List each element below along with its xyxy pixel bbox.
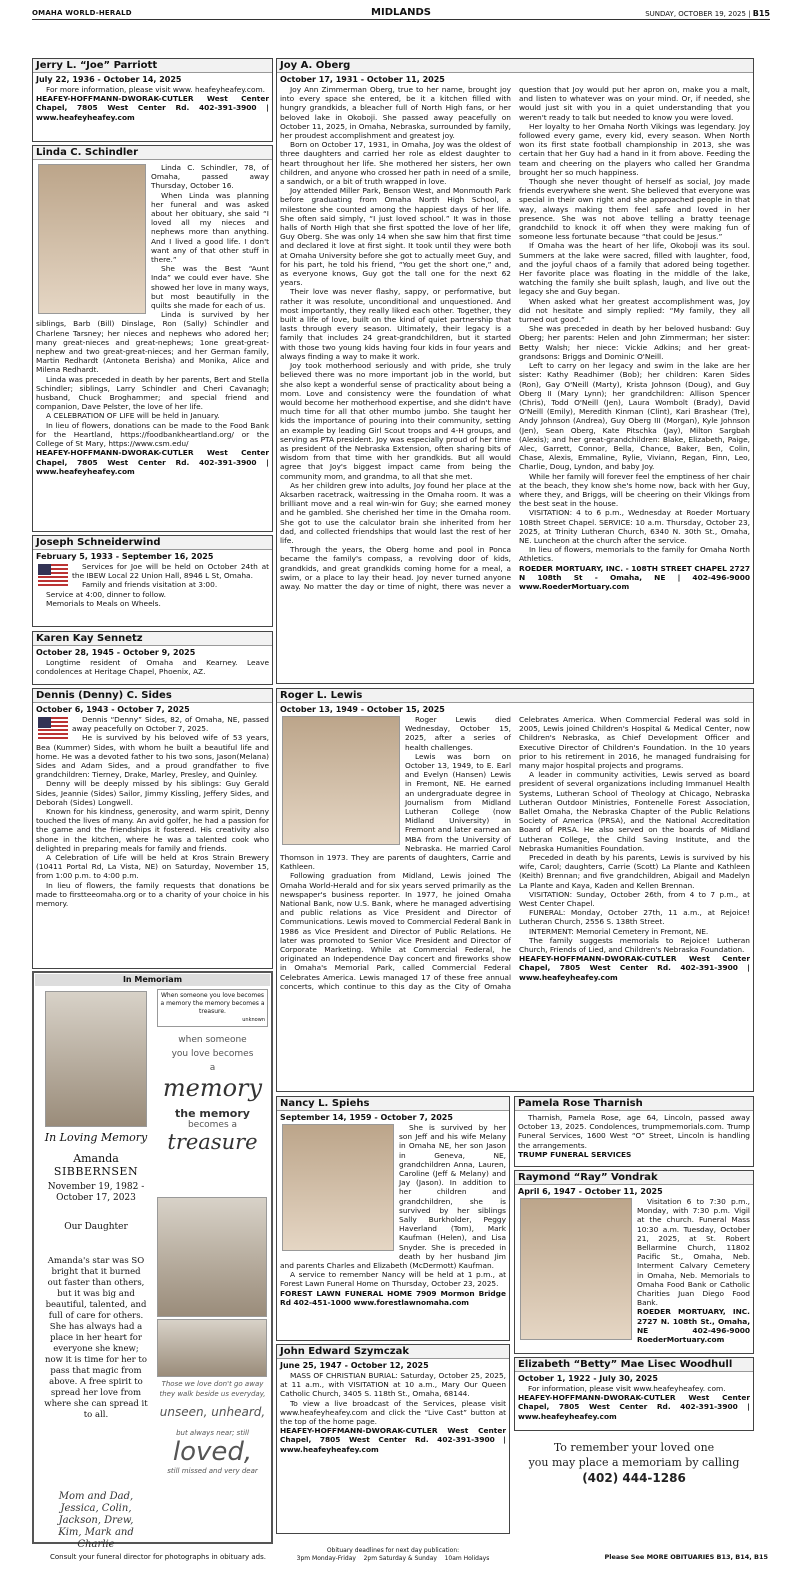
obit-text: Her loyalty to her Omaha North Vikings was legendary. Joy followed every game, every kid, every season. When North won its first state football championship in 2013, she was certain that her Guy had a hand in it from above. Feeding the team and cheering on the players who called her Grandma brought her so much happiness. — [519, 121, 750, 177]
obit-name: Joy A. Oberg — [277, 59, 753, 73]
obit-text: Memorials to Meals on Wheels. — [46, 598, 161, 608]
obit-dates: October 13, 1949 - October 15, 2025 — [280, 705, 445, 714]
obit-text: The family suggests memorials to Rejoice! Lutheran Church, Friends of Lied, and Children's Nebraska Foundation. — [519, 935, 750, 955]
obit-text: Born on October 17, 1931, in Omaha, Joy was the oldest of three daughters and carried her role as eldest daughter to heart throughout her life. She mothered her sisters, her own children, and anyone who crossed her path in need of a smile, a sandwich, or a bit of truth wrapped in love. — [280, 140, 511, 187]
walking-photo — [157, 1319, 267, 1377]
obit-name: Nancy L. Spiehs — [277, 1097, 509, 1111]
in-loving-memory: In Loving Memory — [44, 1131, 148, 1144]
poster-word-the-memory: the memory — [175, 1107, 250, 1120]
memoriam-first-name: Amanda — [73, 1152, 119, 1165]
obit-text: Through the years, the Oberg home and pool in Ponca became the family's compass, a revolving door of kids, grandkids, and great grandkids coming home for a meal, a swim, or a place to lay their head. Joy never turned anyone away. No matter the day or time of night, there was never a question that Joy would put her apron on, make you a malt, and listen to whatever was on your mind. Or, if needed, she would just sit with you in a quiet understanding that you weren't ready to talk but needed to know you were loved. — [280, 85, 750, 591]
obit-sides — [32, 688, 273, 969]
obit-text: Services for Joe will be held on October 24th at the IBEW Local 22 Union Hall, 8946 L St, Omaha. — [72, 562, 269, 581]
obit-text: Family and friends visitation at 3:00. — [82, 580, 218, 590]
obit-dates: February 5, 1933 - September 16, 2025 — [36, 552, 214, 561]
obit-text: Dennis “Denny” Sides, 82, of Omaha, NE, passed away peacefully on October 7, 2025. — [72, 715, 269, 734]
obit-text: Longtime resident of Omaha and Kearney. Leave condolences at Heritage Chapel, Phoenix, AZ. — [36, 658, 269, 677]
funeral-home: HEAFEY-HOFFMANN-DWORAK-CUTLER West Center Chapel, 7805 West Center Rd. 402-391-3900 | www.heafeyheafey.com — [36, 94, 269, 122]
deadline-weekend: 2pm Saturday & Sunday — [363, 1555, 437, 1562]
obit-text: She is survived by her son Jeff and his wife Melany in Omaha NE, her son Jason in Geneva, NE, grandchildren Anna, Lauren, Caroline (Jeff & Melany) and Jay (Jason). In addition to her children and grandchildren, she is survived by her siblings Sally Burkholder, Peggy Haverland (Tom), Mark Kaufman (Helen), and Lisa Snyder. She is preceded in death by her husband Jim and parents Charles and Elizabeth (McDermott) Kaufman. — [280, 1123, 506, 1271]
funeral-home: HEAFEY-HOFFMANN-DWORAK-CUTLER West Center Chapel, 7805 West Center Rd. 402-391-3900 | www.heafeyheafey.com — [519, 954, 750, 982]
obit-dates: June 25, 1947 - October 12, 2025 — [280, 1361, 429, 1370]
obit-text: Though she never thought of herself as social, Joy made friends everywhere she went. She believed that everyone was special in their own right and she approached people in that way, always making them feel safe and loved in her presence. She was not above telling a bratty teenage grandchild to knock it off when they were making fun of someone less fortunate because “that could be Jesus.” — [519, 177, 750, 242]
obit-text: Their love was never flashy, sappy, or performative, but rather it was resolute, unconditional and unquestioned. And most importantly, they really liked each other. Together, they built a life of love, built on the kind of quiet partnership that lasts through every season. Ultimately, their legacy is a family that includes 24 great-grandchildren, but it started with those two young kids having four kids in four years and always finding a way to make it work. — [280, 287, 511, 361]
funeral-home: ROEDER MORTUARY, INC. 2727 N. 108th St., Omaha, NE 402-496-9000 RoederMortuary.com — [637, 1307, 750, 1345]
memoriam-last-name: SIBBERNSEN — [53, 1165, 139, 1178]
poem-word-loved: loved, — [172, 1437, 253, 1467]
obit-woodhull — [514, 1357, 754, 1431]
obit-text: If Omaha was the heart of her life, Okoboji was its soul. Summers at the lake were sacred, filled with laughter, food, and the joyful chaos of a family that adored being together. Her favorite place was floating in the middle of the lake, watching the family she built splash, laugh, and live out the legacy she and Guy began. — [519, 241, 750, 297]
obit-vondrak — [514, 1170, 754, 1354]
quote-text: When someone you love becomes a memory the memory becomes a treasure. — [160, 992, 265, 1015]
flag-icon — [38, 717, 68, 739]
poem-line: unseen, unheard, — [159, 1405, 266, 1419]
memoriam-signoff: Mom and Dad, Jessica, Colin, Jackson, Drew, Kim, Mark and Charlie — [58, 1491, 134, 1550]
portrait-photo — [520, 1198, 632, 1340]
poster-line: becomes a — [187, 1120, 238, 1130]
portrait-photo — [38, 164, 146, 314]
memoriam-tribute: Amanda's star was SO bright that it burned out faster than others, but it was big and beautiful, talented, and full of care for others. She has always had a place in her heart for everyone she knew; now it is time for her to pass that magic from above. A free spirit to spread her love from where she can spread it to all. — [44, 1256, 148, 1420]
obit-text: She was preceded in death by her beloved husband: Guy Oberg; her parents: Helen and John Zimmerman; her sister: Betty Walsh; her niece: Vickie Adkins; and her great-grandsons: Briggs and Dominic O'Neill. — [519, 324, 750, 361]
obit-text: Preceded in death by his parents, Lewis is survived by his wife, Carol; daughters, Carrie (Scott) La Plante and Kathleen (Keith) Brennan; and five grandchildren, Abigail and Madelyn La Plante and Kaya, Kaden and Kellen Brennan. — [519, 853, 750, 890]
funeral-home: TRUMP FUNERAL SERVICES — [518, 1149, 632, 1159]
footer-more-obituaries: Please See MORE OBITUARIES B13, B14, B15 — [604, 1553, 768, 1561]
ad-phone: (402) 444-1286 — [582, 1471, 686, 1485]
memoriam-left — [38, 989, 154, 1550]
obit-text: A Celebration of Life will be held at Kros Strain Brewery (10411 Portal Rd, La Vista, NE) on Saturday, November 15, from 1:00 p.m. to 4:00 p.m. — [36, 853, 269, 881]
obit-text: MASS OF CHRISTIAN BURIAL: Saturday, October 25, 2025, at 11 a.m., with VISITATION at 10 a.m., Mary Our Queen Catholic Church, 3405 S. 118th St., Omaha, 68144. — [280, 1371, 506, 1399]
obit-name: John Edward Szymczak — [277, 1345, 509, 1359]
portrait-photo — [282, 1124, 394, 1251]
obit-name: Pamela Rose Tharnish — [515, 1097, 753, 1111]
obit-text: Left to carry on her legacy and swim in the lake are her sister: Kathy Readhimer (Bob); her children: Karen Sides (Ron), Gay O'Neill (Marty), Krista Johnson (Doug), and Guy Oberg II (Mary Lynn); her grandchildren: Allison Spencer (Chris), Todd O'Neill (Jen), Laura Wombolt (Brady), David O'Neill (Emily), Meredith Kinman (Clint), Kari Brashear (Tre), Andy Johnson (Andrea), Guy Oberg III (Morgan), Kyle Johnson (Jen), Sean Oberg, Kate Pitschka (Jay), Milton Sargbah (Alexis); and her great-grandchildren: Blake, Elizabeth, Paige, Alec, Garrett, Connor, Bella, Chance, Baker, Ben, Colin, Chase, Alexis, Emmaline, Rylie, Viviann, Regan, Finn, Leo, Charlie, Doug, Lyndon, and baby Joy. — [519, 361, 750, 472]
obit-text: Roger Lewis died Wednesday, October 15, 2025, after a series of health challenges. — [405, 715, 511, 752]
obit-name: Roger L. Lewis — [277, 689, 753, 703]
obit-text: A leader in community activities, Lewis served as board president of several organizations including Immanuel Health Systems, Lutheran School of Theology at Chicago, Nebraska Lutheran Outdoor Ministries, Fontenelle Forest Association, Ballet Omaha, the Nebraska Chapter of the Public Relations Society of America (PRSA), and the National Accreditation Board of PRSA. He also served on the boards of Midland Lutheran College, the Child Saving Institute, and the Nebraska Humanities Foundation. — [519, 770, 750, 853]
obit-dates: April 6, 1947 - October 11, 2025 — [518, 1187, 663, 1196]
obit-text: Known for his kindness, generosity, and warm spirit, Denny touched the lives of many. An avid golfer, he had a passion for the game and the friendships it fostered. His creativity also shone in the kitchen, where he was a talented cook who delighted in preparing meals for family and friends. — [36, 807, 269, 853]
obit-name: Joseph Schneiderwind — [33, 536, 272, 550]
obit-lewis — [276, 688, 754, 1092]
memoriam-title: In Memoriam — [35, 974, 270, 986]
obit-text: Linda was preceded in death by her parents, Bert and Stella Schindler; siblings, Larry Schindler and Cheri Cavanagh; husband, Chuck Broghammer; and special friend and companion, Dave Pelster, the love of her life. — [36, 374, 269, 412]
portrait-photo — [282, 716, 400, 845]
obit-dates: October 28, 1945 - October 9, 2025 — [36, 648, 196, 657]
obit-text: He is survived by his beloved wife of 53 years, Bea (Kummer) Sides, with whom he built a beautiful life and home. He was a devoted father to his two sons, Jason(Melana) Sides and Adam Sides, and a proud grandfather to five grandchildren: Tierney, Drake, Marley, Presley, and Quinley. — [36, 733, 269, 780]
obit-text: Joy Ann Zimmerman Oberg, true to her name, brought joy into every space she entered, be it a kitchen filled with hungry grandkids, a bleacher full of North High fans, or her beloved lake in Okoboji. She passed away peacefully on October 11, 2025, in Omaha, Nebraska, surrounded by family, her proudest accomplishment and greatest joy. — [280, 85, 511, 141]
poster-word-treasure: treasure — [167, 1130, 258, 1154]
obit-text: VISITATION: 4 to 6 p.m., Wednesday at Roeder Mortuary 108th Street Chapel. SERVICE: 10 a.m. Thursday, October 23, 2025, at Trinity Lutheran Church, 6340 N. 30th St., Omaha, NE. Luncheon at the church after the service. — [519, 508, 750, 545]
obit-dates: October 17, 1931 - October 11, 2025 — [280, 75, 445, 84]
poster-word-memory: memory — [162, 1074, 263, 1102]
obit-dates: September 14, 1959 - October 7, 2025 — [280, 1113, 453, 1122]
section-title: MIDLANDS — [371, 7, 431, 18]
obit-text: A service to remember Nancy will be held at 1 p.m., at Forest Lawn Funeral Home on Thursday, October 23, 2025. — [280, 1270, 506, 1289]
funeral-home: HEAFEY-HOFFMANN-DWORAK-CUTLER West Center Chapel, 7805 West Center Rd. 402-391-3900 | www.heafeyheafey.com — [280, 1426, 506, 1454]
obit-dates: October 1, 1922 - July 30, 2025 — [518, 1374, 658, 1383]
memoriam-dates: November 19, 1982 - October 17, 2023 — [47, 1182, 145, 1203]
obit-text: INTERMENT: Memorial Cemetery in Fremont, NE. — [529, 926, 709, 936]
poster-line: when someone you love becomes a — [171, 1035, 254, 1073]
ad-line: you may place a memoriam by calling — [528, 1456, 740, 1469]
obit-dates: July 22, 1936 - October 14, 2025 — [36, 75, 182, 84]
obit-text: She was the Best “Aunt Inda” we could ever have. She showed her love in many ways, but most beautifully in the quilts she made for each of us. — [151, 264, 269, 311]
poem-line: but always near; still — [176, 1429, 249, 1437]
obit-text: FUNERAL: Monday, October 27th, 11 a.m., at Rejoice! Lutheran Church, 2556 S. 138th Street. — [519, 908, 750, 927]
footer-left: Consult your funeral director for photographs in obituary ads. — [50, 1553, 266, 1561]
obit-name: Elizabeth “Betty” Mae Lisec Woodhull — [515, 1358, 753, 1372]
obit-name: Dennis (Denny) C. Sides — [33, 689, 272, 703]
obit-text: Tharnish, Pamela Rose, age 64, Lincoln, passed away October 13, 2025. Condolences, trumpmemorials.com. Trump Funeral Services, 1600 West “O” Street, Lincoln is handling the arrangements. — [518, 1113, 750, 1150]
funeral-home: ROEDER MORTUARY, INC. - 108TH STREET CHAPEL 2727 N 108th St - Omaha, NE | 402-496-9000 www.RoederMortuary.com — [519, 563, 750, 591]
obit-schindler — [32, 145, 273, 532]
memoriam-call-ad — [514, 1440, 754, 1500]
obit-dates: October 6, 1943 - October 7, 2025 — [36, 705, 190, 714]
obit-text: Visitation 6 to 7:30 p.m., Monday, with 7:30 p.m. Vigil at the church. Funeral Mass 10:30 a.m. Tuesday, October 21, 2025, at St. Robert Bellarmine Church, 11802 Pacific St., Omaha, Neb. Interment Calvary Cemetery in Omaha, Neb. Memorials to Omaha Food Bank or Catholic Charities Juan Diego Food Bank. — [637, 1197, 750, 1308]
quote-box — [157, 989, 268, 1027]
obit-text: While her family will forever feel the emptiness of her chair at the beach, they know she's home now, back with her Guy, where they, and Briggs, will be cheering on their Vikings from the best seat in the house. — [519, 471, 750, 509]
obit-name: Jerry L. “Joe” Parriott — [33, 59, 272, 73]
obit-name: Karen Kay Sennetz — [33, 632, 272, 646]
poem-line: Those we love don't go away they walk beside us everyday, — [159, 1380, 266, 1398]
memoriam-our-daughter: Our Daughter — [64, 1222, 128, 1232]
obit-text: When asked what her greatest accomplishment was, Joy did not hesitate and simply replied: “My family, they all turned out good.” — [519, 296, 750, 325]
poem-box — [157, 1379, 268, 1475]
obit-text: Denny will be deeply missed by his siblings: Guy Gerald Sides, Jeannie (Sides) Sailor, Jimmy Kissling, Jeffery Sides, and Deborah (Sides) Longwell. — [36, 779, 269, 807]
in-memoriam-ad — [32, 971, 273, 1550]
obit-text: When Linda was planning her funeral and was asked about her obituary, she said “I loved all my nieces and nephews more than anything. And I lived a good life. I don't want any of that other stuff in there.” — [151, 190, 269, 265]
obit-text: Lewis was born on October 13, 1949, to E. Earl and Evelyn (Hansen) Lewis in Fremont, NE. He earned an undergraduate degree in Journalism from Midland Lutheran College (now Midland University) in Fremont and later earned an MBA from the University of Nebraska. He married Carol Thomson in 1973. They are parents of daughters, Carrie and Kathleen. — [280, 751, 511, 872]
funeral-home: FOREST LAWN FUNERAL HOME 7909 Mormon Bridge Rd 402-451-1000 www.forestlawnomaha.com — [280, 1288, 506, 1307]
obit-oberg — [276, 58, 754, 684]
deadline-title: Obituary deadlines for next day publication: — [326, 1547, 460, 1554]
flag-icon — [38, 564, 68, 586]
obit-text: VISITATION: Sunday, October 26th, from 4 to 7 p.m., at West Center Chapel. — [519, 889, 750, 909]
obit-text: As her children grew into adults, Joy found her place at the Aksarben racetrack, waitressing in the Omaha room. It was a brilliant move and a real win-win for Guy; she earned money and he gambled. She cherished her time in the Omaha room. She got to use the calculator brain she inherited from her dad, and collected friendships that would last the rest of her life. — [280, 480, 511, 545]
obit-text: In lieu of flowers, memorials to the family for Omaha North Athletics. — [519, 545, 750, 564]
header-date: SUNDAY, OCTOBER 19, 2025 | B15 — [645, 9, 770, 18]
obit-schneiderwind — [32, 535, 273, 627]
quote-author: unknown — [242, 1017, 265, 1023]
obit-text: For more information, please visit www. heafeyheafey.com. — [46, 85, 266, 94]
poem-line: still missed and very dear — [167, 1467, 258, 1475]
obit-text: Joy attended Miller Park, Benson West, and Monmouth Park before graduating from Omaha North High School, a milestone she counted among the happiest days of her life. She often said simply, “I just loved school.” It was in those halls of North High that she first spotted the love of her life, Guy Oberg. She was only 14 when she saw him that first time and declared it love at first sight. It took until they were both at Omaha University before she got to actually meet Guy, and for his part, he told his friend, “You get the short one,” and, as everyone knows, Guy got the tall one for the next 62 years. — [280, 186, 511, 288]
obit-text: In lieu of flowers, donations can be made to the Food Bank for the Heartland, https://foodbankheartland.org/ or the College of St Mary, https://www.csm.edu/ — [36, 420, 269, 449]
obit-text: Joy took motherhood seriously and with pride, she truly believed there was no more important job in the world, but she also kept a wonderful sense of practicality about being a mom. Love and consistency were the foundation of what would become her motherhood expertise, and she didn't have much time for all that other mumbo jumbo. She taught her kids the importance of pouring into their community, setting an example by leading Girl Scout troops and 4-H groups, and serving as PTA president. Joy was especially proud of her time as president of the Nebraska Extension, often sharing bits of wisdom from that time with her grandkids. But all would agree that Joy's biggest impact came from being the community mom, and grandma, to all that she met. — [280, 361, 511, 481]
obit-text: Following graduation from Midland, Lewis joined The Omaha World-Herald and for six years served primarily as the newspaper's business reporter. In 1977, he joined Omaha National Bank, now U.S. Bank, where he managed advertising and public relations as Vice President and Director of Communications. Lewis moved to Commercial Federal Bank in 1986 as Vice President and Director of Public Relations. He later was promoted to Senior Vice President and Director of Corporate Marketing. While at Commercial Federal, he originated an Independence Day concert and fireworks show in Omaha's Memorial Park, called Commercial Federal Celebrates America. Lewis managed 17 of these free annual concerts, which continue to this day as the City of Omaha Celebrates America. When Commercial Federal was sold in 2005, Lewis joined Children's Hospital & Medical Center, now Children's Nebraska, as Chief Development Officer and Executive Director of Children's Foundation. In the 10 years prior to his retirement in 2016, he managed fundraising for many major hospital projects and programs. — [280, 715, 750, 991]
family-photo — [157, 1197, 267, 1317]
paper-name: OMAHA WORLD-HERALD — [32, 9, 132, 17]
obit-text: For information, please visit www.heafeyheafey. com. — [528, 1384, 726, 1393]
ad-line: To remember your loved one — [553, 1441, 715, 1454]
obit-text: Service at 4:00, dinner to follow. — [46, 589, 167, 599]
obit-sennetz — [32, 631, 273, 685]
obit-text: In lieu of flowers, the family requests that donations be made to firstteeomaha.org or to a charity of your choice in his memory. — [36, 880, 269, 909]
page-header — [32, 7, 770, 20]
obit-name: Raymond “Ray” Vondrak — [515, 1171, 753, 1185]
obit-name: Linda C. Schindler — [33, 146, 272, 160]
funeral-home: HEAFEY-HOFFMANN-DWORAK-CUTLER West Center Chapel, 7805 West Center Rd. 402-391-3900 | www.heafeyheafey.com — [36, 448, 269, 476]
obit-spiehs — [276, 1096, 510, 1341]
footer-deadlines — [276, 1547, 510, 1563]
deadline-holidays: 10am Holidays — [444, 1555, 490, 1562]
obit-text: Linda is survived by her siblings, Barb (Bill) Dinslage, Ron (Sally) Schindler and Charlene Tarsney; her nieces and nephews who adored her; many great-nieces and great-nephews; 1one great-great-nephew and two great-great-nieces; and her German family, Martin Redhardt (Antoneta Berisha) and Monika, Alice and Milena Redhardt. — [36, 310, 269, 375]
obit-tharnish — [514, 1096, 754, 1167]
obit-text: A CELEBRATION OF LIFE will be held in January. — [46, 411, 220, 421]
memory-poster — [157, 1033, 268, 1195]
obit-parriott — [32, 58, 273, 142]
deadline-weekday: 3pm Monday-Friday — [296, 1555, 356, 1562]
funeral-home: HEAFEY-HOFFMANN-DWORAK-CUTLER West Center Chapel, 7805 West Center Rd. 402-391-3900 | www.heafeyheafey.com — [518, 1393, 750, 1421]
portrait-photo — [45, 991, 147, 1127]
obit-szymczak — [276, 1344, 510, 1534]
memoriam-right — [157, 989, 268, 1541]
obit-text: To view a live broadcast of the Services, please visit www.heafeyheafey.com and click the “Live Cast” button at the top of the home page. — [280, 1398, 506, 1427]
obit-text: Linda C. Schindler, 78, of Omaha, passed away Thursday, October 16. — [151, 163, 269, 191]
